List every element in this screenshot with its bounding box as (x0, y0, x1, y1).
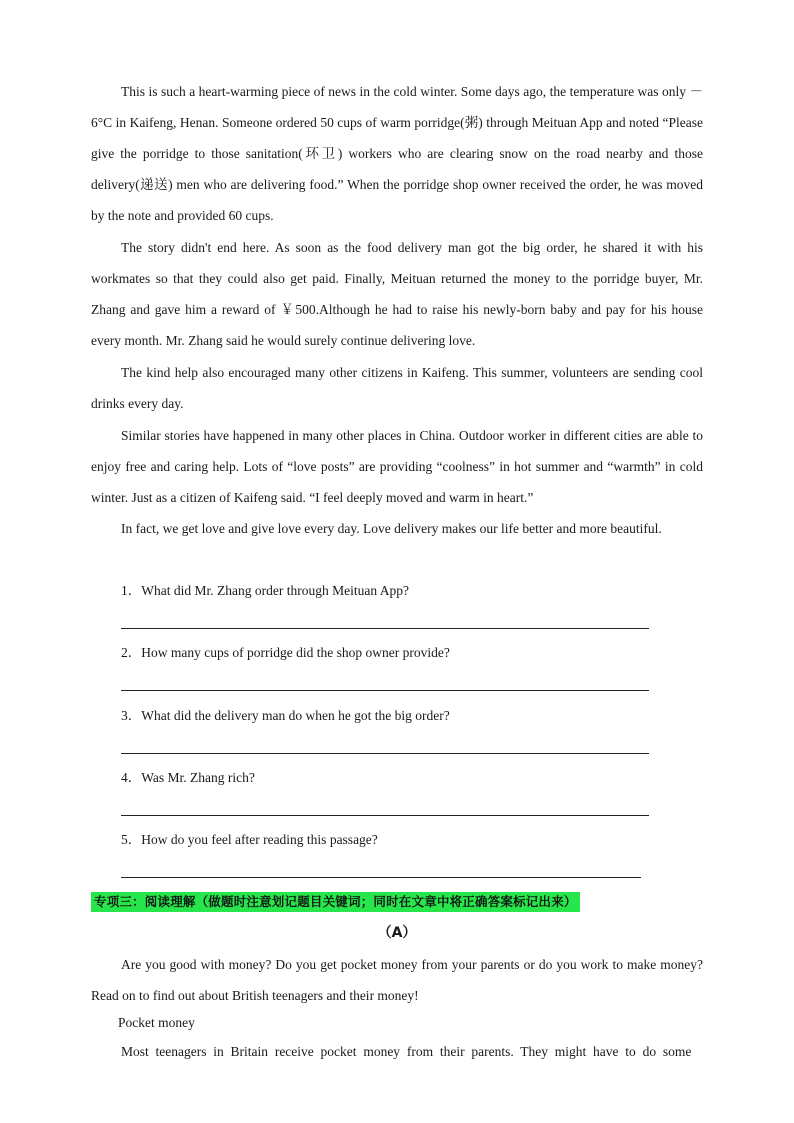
passage-a-first-line: Most teenagers in Britain receive pocket money from their parents. They might have to do some (121, 1044, 692, 1059)
question-3: 3．What did the delivery man do when he got the big order? (121, 708, 450, 723)
passage-paragraph-3: The kind help also encouraged many other citizens in Kaifeng. This summer, volunteers are sending cool drinks every day. (91, 365, 703, 411)
answer-line-2[interactable] (121, 690, 649, 691)
part-title: （A） (377, 925, 417, 941)
answer-line-5[interactable] (121, 877, 641, 878)
passage-a-intro: Are you good with money? Do you get pocket money from your parents or do you work to make money? Read on to find out about British teenagers and their money! (91, 957, 703, 1003)
answer-line-4[interactable] (121, 815, 649, 816)
passage-paragraph-5: In fact, we get love and give love every day. Love delivery makes our life better and more beautiful. (121, 521, 662, 536)
question-5: 5．How do you feel after reading this passage? (121, 832, 378, 847)
passage-paragraph-4: Similar stories have happened in many other places in China. Outdoor worker in different cities are able to enjoy free and caring help. Lots of “love posts” are providing “coolness” in hot summer and “warmth” in cold winter. Just as a citizen of Kaifeng said. “I feel deeply moved and warm in heart.” (91, 428, 703, 505)
question-1: 1．What did Mr. Zhang order through Meituan App? (121, 583, 409, 598)
question-2: 2．How many cups of porridge did the shop owner provide? (121, 645, 450, 660)
answer-line-1[interactable] (121, 628, 649, 629)
passage-paragraph-2: The story didn't end here. As soon as the food delivery man got the big order, he shared it with his workmates so that they could also get paid. Finally, Meituan returned the money to the porridge buyer, Mr. Zhang and gave him a reward of ￥500.Although he had to raise his newly-born baby and pay for his house every month. Mr. Zhang said he would surely continue delivering love. (91, 240, 703, 348)
passage-a-subheading: Pocket money (118, 1015, 195, 1030)
passage-paragraph-1: This is such a heart-warming piece of news in the cold winter. Some days ago, the temperature was only －6°C in Kaifeng, Henan. Someone ordered 50 cups of warm porridge(粥) through Meituan App and noted “Please give the porridge to those sanitation(环卫) workers who are clearing snow on the road nearby and those delivery(递送) men who are delivering food.” When the porridge shop owner received the order, he was moved by the note and provided 60 cups. (91, 84, 703, 223)
answer-line-3[interactable] (121, 753, 649, 754)
question-4: 4．Was Mr. Zhang rich? (121, 770, 255, 785)
section-banner: 专项三：阅读理解（做题时注意划记题目关键词；同时在文章中将正确答案标记出来） (91, 892, 580, 912)
